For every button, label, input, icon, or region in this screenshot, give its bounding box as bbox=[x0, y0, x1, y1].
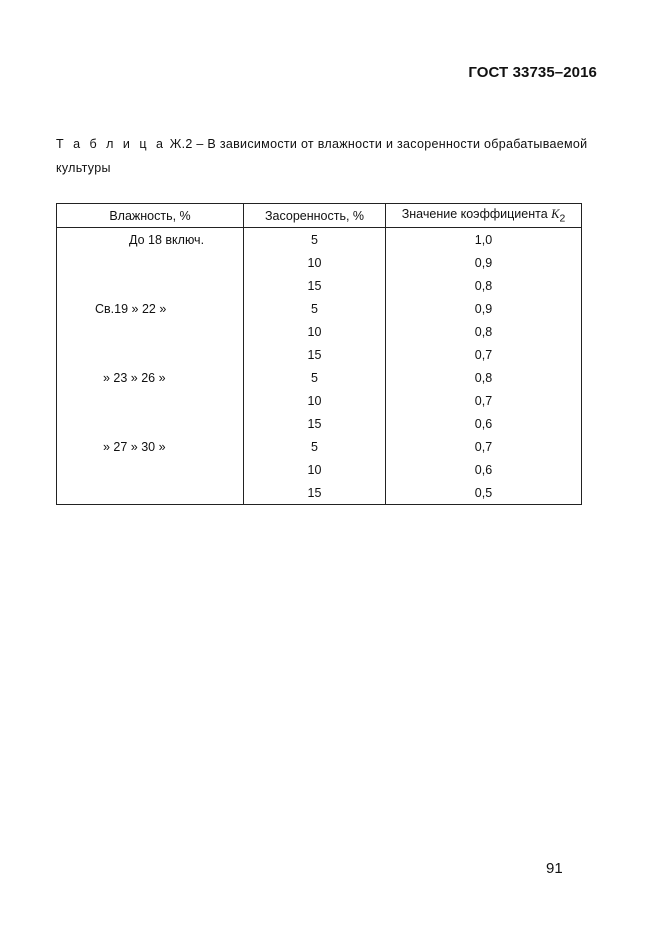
cell-coefficient: 0,7 bbox=[386, 435, 582, 458]
coefficient-table bbox=[56, 203, 582, 505]
cell-moisture: » 27 » 30 » bbox=[57, 435, 244, 458]
cell-contamination: 15 bbox=[244, 274, 386, 297]
cell-contamination: 15 bbox=[244, 412, 386, 435]
cell-moisture bbox=[57, 320, 244, 343]
header-moisture: Влажность, % bbox=[57, 204, 244, 228]
cell-contamination: 5 bbox=[244, 297, 386, 320]
cell-coefficient: 0,6 bbox=[386, 458, 582, 481]
table-row bbox=[57, 366, 582, 389]
cell-contamination: 10 bbox=[244, 320, 386, 343]
cell-moisture bbox=[57, 274, 244, 297]
cell-moisture bbox=[57, 458, 244, 481]
cell-coefficient: 0,6 bbox=[386, 412, 582, 435]
cell-coefficient: 0,8 bbox=[386, 366, 582, 389]
cell-moisture bbox=[57, 481, 244, 505]
cell-coefficient: 0,5 bbox=[386, 481, 582, 505]
cell-contamination: 15 bbox=[244, 343, 386, 366]
cell-coefficient: 0,9 bbox=[386, 297, 582, 320]
cell-coefficient: 0,8 bbox=[386, 274, 582, 297]
cell-moisture: » 23 » 26 » bbox=[57, 366, 244, 389]
cell-coefficient: 0,9 bbox=[386, 251, 582, 274]
cell-contamination: 10 bbox=[244, 458, 386, 481]
page-number: 91 bbox=[546, 860, 563, 877]
table-caption-prefix: Т а б л и ц а bbox=[56, 137, 166, 151]
table-row bbox=[57, 274, 582, 297]
cell-contamination: 5 bbox=[244, 435, 386, 458]
header-coefficient bbox=[386, 204, 582, 228]
cell-coefficient: 0,8 bbox=[386, 320, 582, 343]
header-coefficient-label: Значение коэффициента bbox=[401, 206, 552, 221]
cell-moisture: До 18 включ. bbox=[57, 228, 244, 252]
cell-coefficient: 1,0 bbox=[386, 228, 582, 252]
cell-moisture: Св.19 » 22 » bbox=[57, 297, 244, 320]
table-row bbox=[57, 412, 582, 435]
table-row bbox=[57, 458, 582, 481]
table-row bbox=[57, 251, 582, 274]
cell-contamination: 15 bbox=[244, 481, 386, 505]
cell-moisture bbox=[57, 343, 244, 366]
table-caption-text: Ж.2 – В зависимости от влажности и засоренности обрабатываемой культуры bbox=[56, 137, 588, 175]
table-row bbox=[57, 389, 582, 412]
document-code: ГОСТ 33735–2016 bbox=[468, 64, 597, 81]
table-row bbox=[57, 320, 582, 343]
table-body bbox=[57, 228, 582, 505]
table-row bbox=[57, 343, 582, 366]
table-caption bbox=[56, 132, 596, 180]
table-row bbox=[57, 228, 582, 252]
coef-subscript: 2 bbox=[559, 213, 566, 225]
cell-moisture bbox=[57, 412, 244, 435]
cell-coefficient: 0,7 bbox=[386, 389, 582, 412]
table-row bbox=[57, 297, 582, 320]
cell-contamination: 10 bbox=[244, 251, 386, 274]
cell-contamination: 5 bbox=[244, 366, 386, 389]
cell-contamination: 5 bbox=[244, 228, 386, 252]
cell-coefficient: 0,7 bbox=[386, 343, 582, 366]
header-contamination: Засоренность, % bbox=[244, 204, 386, 228]
cell-moisture bbox=[57, 389, 244, 412]
cell-contamination: 10 bbox=[244, 389, 386, 412]
table-header-row bbox=[57, 204, 582, 228]
table-row bbox=[57, 481, 582, 505]
cell-moisture bbox=[57, 251, 244, 274]
coef-symbol: K bbox=[551, 206, 560, 221]
table-row bbox=[57, 435, 582, 458]
